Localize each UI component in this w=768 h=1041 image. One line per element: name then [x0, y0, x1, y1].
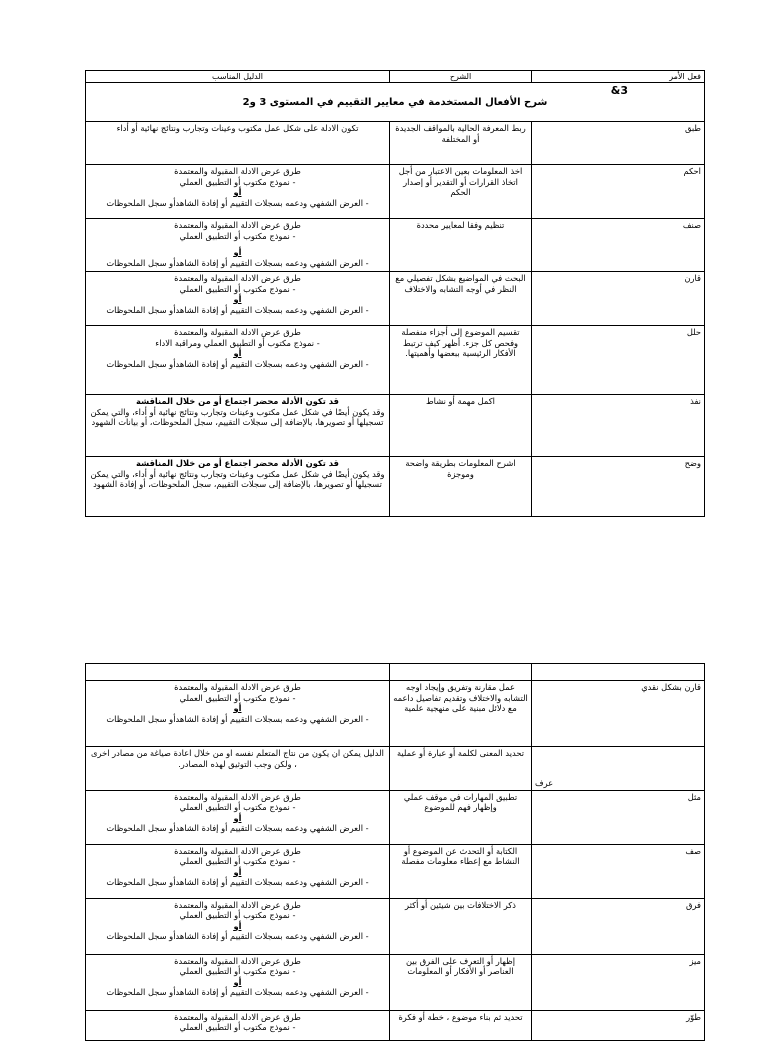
- evidence-line: - العرض الشفهي ودعمه بسجلات التقييم أو إفادة الشاهدأو سجل الملحوظات: [106, 987, 369, 997]
- explanation-cell: الكتابة أو التحدث عن الموضوع أو النشاط مع إعطاء معلومات مفصلة: [390, 844, 532, 898]
- explanation-cell: ذكر الاختلافات بين شيئين أو أكثر: [390, 898, 532, 954]
- evidence-line: - نموذج مكتوب أو التطبيق العملي: [179, 230, 296, 241]
- table-row: [86, 1010, 705, 1040]
- table-row: [86, 272, 705, 326]
- verb-cell: ميز: [532, 954, 705, 1010]
- verb-cell: صف: [532, 844, 705, 898]
- table-row: [86, 747, 705, 791]
- evidence-cell: [86, 898, 390, 954]
- explanation-cell: تطبيق المهارات في موقف عملي وإظهار فهم للموضوع: [390, 790, 532, 844]
- explanation-cell: تحديد ثم بناء موضوع ، خطة أو فكرة: [390, 1010, 532, 1040]
- evidence-line: - نموذج مكتوب أو التطبيق العملي: [179, 176, 296, 187]
- verb-cell: مثل: [532, 790, 705, 844]
- verb-cell: طوّر: [532, 1010, 705, 1040]
- or-label: أو: [233, 812, 242, 823]
- verb-cell: وضح: [532, 457, 705, 517]
- evidence-cell: [86, 165, 390, 219]
- table-row: [86, 790, 705, 844]
- table-row: [86, 395, 705, 457]
- explanation-cell: تنظيم وفقا لمعايير محددة: [390, 219, 532, 272]
- evidence-line: - العرض الشفهي ودعمه بسجلات التقييم أو إفادة الشاهدأو سجل الملحوظات: [106, 713, 369, 724]
- evidence-line: - العرض الشفهي ودعمه بسجلات التقييم أو إفادة الشاهدأو سجل الملحوظات: [106, 197, 369, 208]
- section-title: شرح الأفعال المستخدمة في معايير التقييم في المستوى 3 و2: [242, 97, 548, 108]
- evidence-line: - نموذج مكتوب أو التطبيق العملي: [179, 692, 296, 703]
- evidence-line: - نموذج مكتوب أو التطبيق العملي: [179, 283, 296, 294]
- evidence-line: - العرض الشفهي ودعمه بسجلات التقييم أو إفادة الشاهدأو سجل الملحوظات: [106, 257, 369, 268]
- table-row: [86, 219, 705, 272]
- evidence-line: طرق عرض الادلة المقبولة والمعتمدة: [174, 955, 301, 966]
- or-label: أو: [233, 703, 242, 713]
- or-label: أو: [233, 976, 242, 987]
- table-row: [86, 457, 705, 517]
- evidence-line: وقد يكون أيضًا في شكل عمل مكتوب وعينات وتجارب ونتائج نهائية أو أداء، والتي يمكن تسجيلها أو تصويرها، بالإضافة إلى سجلات التقييم، سجل الملحوظات، أو إفادة الشهود: [90, 468, 385, 489]
- evidence-line: - نموذج مكتوب أو التطبيق العملي: [179, 802, 296, 812]
- or-label: أو: [233, 187, 242, 197]
- explanation-cell: عمل مقارنة وتفريق وإيجاد اوجه التشابه والاختلاف وتقديم تفاصيل داعمه مع دلائل مبنية على منهجية علمية: [390, 681, 532, 747]
- evidence-line: طرق عرض الادلة المقبولة والمعتمدة: [174, 1011, 301, 1022]
- evidence-cell: [86, 790, 390, 844]
- verb-cell: نفذ: [532, 395, 705, 457]
- evidence-line: طرق عرض الادلة المقبولة والمعتمدة: [174, 899, 301, 910]
- table-row: [86, 681, 705, 747]
- criteria-table-1: [85, 70, 705, 517]
- verb-cell: [532, 747, 705, 791]
- evidence-line: طرق عرض الادلة المقبولة والمعتمدة: [174, 845, 301, 856]
- or-label: أو: [233, 294, 242, 304]
- verb-cell: قارن: [532, 272, 705, 326]
- evidence-line: طرق عرض الادلة المقبولة والمعتمدة: [174, 791, 301, 802]
- verb-cell: حلل: [532, 326, 705, 395]
- evidence-heading: قد تكون الأدلة محضر اجتماع أو من خلال المناقشة: [135, 458, 339, 468]
- evidence-line: - العرض الشفهي ودعمه بسجلات التقييم أو إفادة الشاهدأو سجل الملحوظات: [106, 358, 369, 369]
- title-row: [86, 83, 705, 122]
- evidence-cell: [86, 395, 390, 457]
- evidence-line: - نموذج مكتوب أو التطبيق العملي: [179, 966, 296, 976]
- table-row: [86, 122, 705, 165]
- evidence-line: وقد يكون أيضًا في شكل عمل مكتوب وعينات وتجارب ونتائج نهائية أو أداء، والتي يمكن تسجيلها أو تصويرها، بالإضافة إلى سجلات التقييم، سجل الملحوظات، أو بيانات الشهود: [90, 406, 385, 427]
- header-evidence: الدليل المناسب: [86, 71, 390, 83]
- empty-row: [86, 664, 705, 681]
- verb-text: عرف: [535, 778, 554, 788]
- verb-cell: قارن بشكل نقدي: [532, 681, 705, 747]
- explanation-cell: تقسيم الموضوع إلى أجزاء منفصلة وفحص كل جزء. أظهر كيف ترتبط الأفكار الرئيسية ببعضها وأهميتها.: [390, 326, 532, 395]
- explanation-cell: البحث في المواضيع بشكل تفصيلي مع النظر في أوجه التشابه والاختلاف: [390, 272, 532, 326]
- table-row: [86, 165, 705, 219]
- explanation-cell: اخذ المعلومات بعين الاعتبار من أجل اتخاذ القرارات أو التقدير أو إصدار الحكم: [390, 165, 532, 219]
- evidence-line: - العرض الشفهي ودعمه بسجلات التقييم أو إفادة الشاهدأو سجل الملحوظات: [106, 304, 369, 315]
- evidence-line: - نموذج مكتوب أو التطبيق العملي: [179, 856, 296, 866]
- section-number: &3: [610, 84, 628, 97]
- evidence-cell: [86, 844, 390, 898]
- header-verb: فعل الأمر: [532, 71, 705, 83]
- explanation-cell: اكمل مهمة أو نشاط: [390, 395, 532, 457]
- criteria-table-2: [85, 663, 705, 1041]
- table-row: [86, 844, 705, 898]
- verb-cell: فرق: [532, 898, 705, 954]
- evidence-cell: [86, 219, 390, 272]
- explanation-cell: تحديد المعنى لكلمة أو عبارة أو عملية: [390, 747, 532, 791]
- evidence-line: طرق عرض الادلة المقبولة والمعتمدة: [174, 327, 301, 337]
- evidence-line: - العرض الشفهي ودعمه بسجلات التقييم أو إفادة الشاهدأو سجل الملحوظات: [106, 877, 369, 887]
- evidence-cell: [86, 1010, 390, 1040]
- or-label: أو: [233, 247, 242, 257]
- evidence-line: - نموذج مكتوب أو التطبيق العملي ومراقبة الاداء: [155, 337, 320, 348]
- evidence-line: - العرض الشفهي ودعمه بسجلات التقييم أو إفادة الشاهدأو سجل الملحوظات: [106, 931, 369, 941]
- explanation-cell: إظهار أو التعرف على الفرق بين العناصر أو الأفكار أو المعلومات: [390, 954, 532, 1010]
- evidence-line: - نموذج مكتوب أو التطبيق العملي: [179, 1022, 296, 1032]
- evidence-heading: قد تكون الأدلة محضر اجتماع أو من خلال المناقشة: [135, 396, 339, 406]
- evidence-line: طرق عرض الادلة المقبولة والمعتمدة: [174, 682, 301, 692]
- explanation-cell: ربط المعرفة الحالية بالمواقف الجديدة أو المختلفة: [390, 122, 532, 165]
- table-row: [86, 326, 705, 395]
- evidence-cell: [86, 326, 390, 395]
- evidence-line: طرق عرض الادلة المقبولة والمعتمدة: [174, 273, 301, 283]
- explanation-cell: اشرح المعلومات بطريقة واضحة وموجزة: [390, 457, 532, 517]
- or-label: أو: [233, 866, 242, 877]
- evidence-cell: الدليل يمكن ان يكون من نتاج المتعلم نفسه او من خلال اعادة صياغة من مصادر اخرى ، ولكن وجب التوثيق لهذه المصادر.: [86, 747, 390, 791]
- or-label: أو: [233, 348, 242, 358]
- evidence-cell: تكون الادلة على شكل عمل مكتوب وعينات وتجارب ونتائج نهائية أو أداء: [86, 122, 390, 165]
- evidence-line: طرق عرض الادلة المقبولة والمعتمدة: [174, 220, 301, 230]
- verb-cell: صنف: [532, 219, 705, 272]
- header-explanation: الشرح: [390, 71, 532, 83]
- evidence-cell: [86, 272, 390, 326]
- title-cell: [86, 83, 705, 122]
- table-row: [86, 898, 705, 954]
- evidence-line: - العرض الشفهي ودعمه بسجلات التقييم أو إفادة الشاهدأو سجل الملحوظات: [106, 823, 369, 833]
- or-label: أو: [233, 920, 242, 931]
- evidence-cell: [86, 457, 390, 517]
- verb-cell: احكم: [532, 165, 705, 219]
- table-row: [86, 954, 705, 1010]
- evidence-cell: [86, 954, 390, 1010]
- evidence-line: - نموذج مكتوب أو التطبيق العملي: [179, 910, 296, 920]
- evidence-line: طرق عرض الادلة المقبولة والمعتمدة: [174, 166, 301, 176]
- table-header-row: [86, 71, 705, 83]
- verb-cell: طبق: [532, 122, 705, 165]
- evidence-cell: [86, 681, 390, 747]
